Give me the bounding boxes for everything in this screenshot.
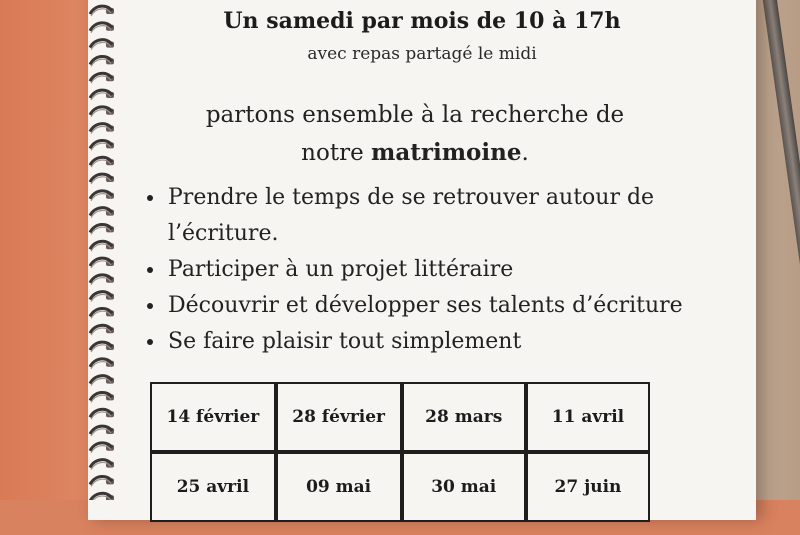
intro-text [140,96,690,172]
date-cell: 09 mai [276,452,402,522]
date-cell: 28 mars [402,382,526,452]
date-cell: 28 février [276,382,402,452]
date-cell: 14 février [150,382,276,452]
intro-line-1: partons ensemble à la recherche de [205,102,625,128]
spiral-binding-icon [0,0,140,500]
date-cell: 27 juin [526,452,650,522]
date-cell: 11 avril [526,382,650,452]
list-item: • Découvrir et développer ses talents d’écriture [166,288,726,324]
list-item: • Participer à un projet littéraire [166,252,726,288]
page-title: Un samedi par mois de 10 à 17h [223,8,621,34]
page-subtitle: avec repas partagé le midi [307,44,537,64]
intro-line-2-prefix: notre [301,140,371,166]
list-item: • Prendre le temps de se retrouver autour de l’écriture. [166,180,726,252]
dates-table [150,382,650,522]
date-cell: 25 avril [150,452,276,522]
list-item: • Se faire plaisir tout simplement [166,324,726,360]
table-row [150,452,650,522]
intro-highlight-word: matrimoine [371,139,522,166]
intro-line-2-suffix: . [521,140,529,166]
date-cell: 30 mai [402,452,526,522]
table-row [150,382,650,452]
bullet-list [142,180,726,360]
intro-line-2 [140,134,690,172]
